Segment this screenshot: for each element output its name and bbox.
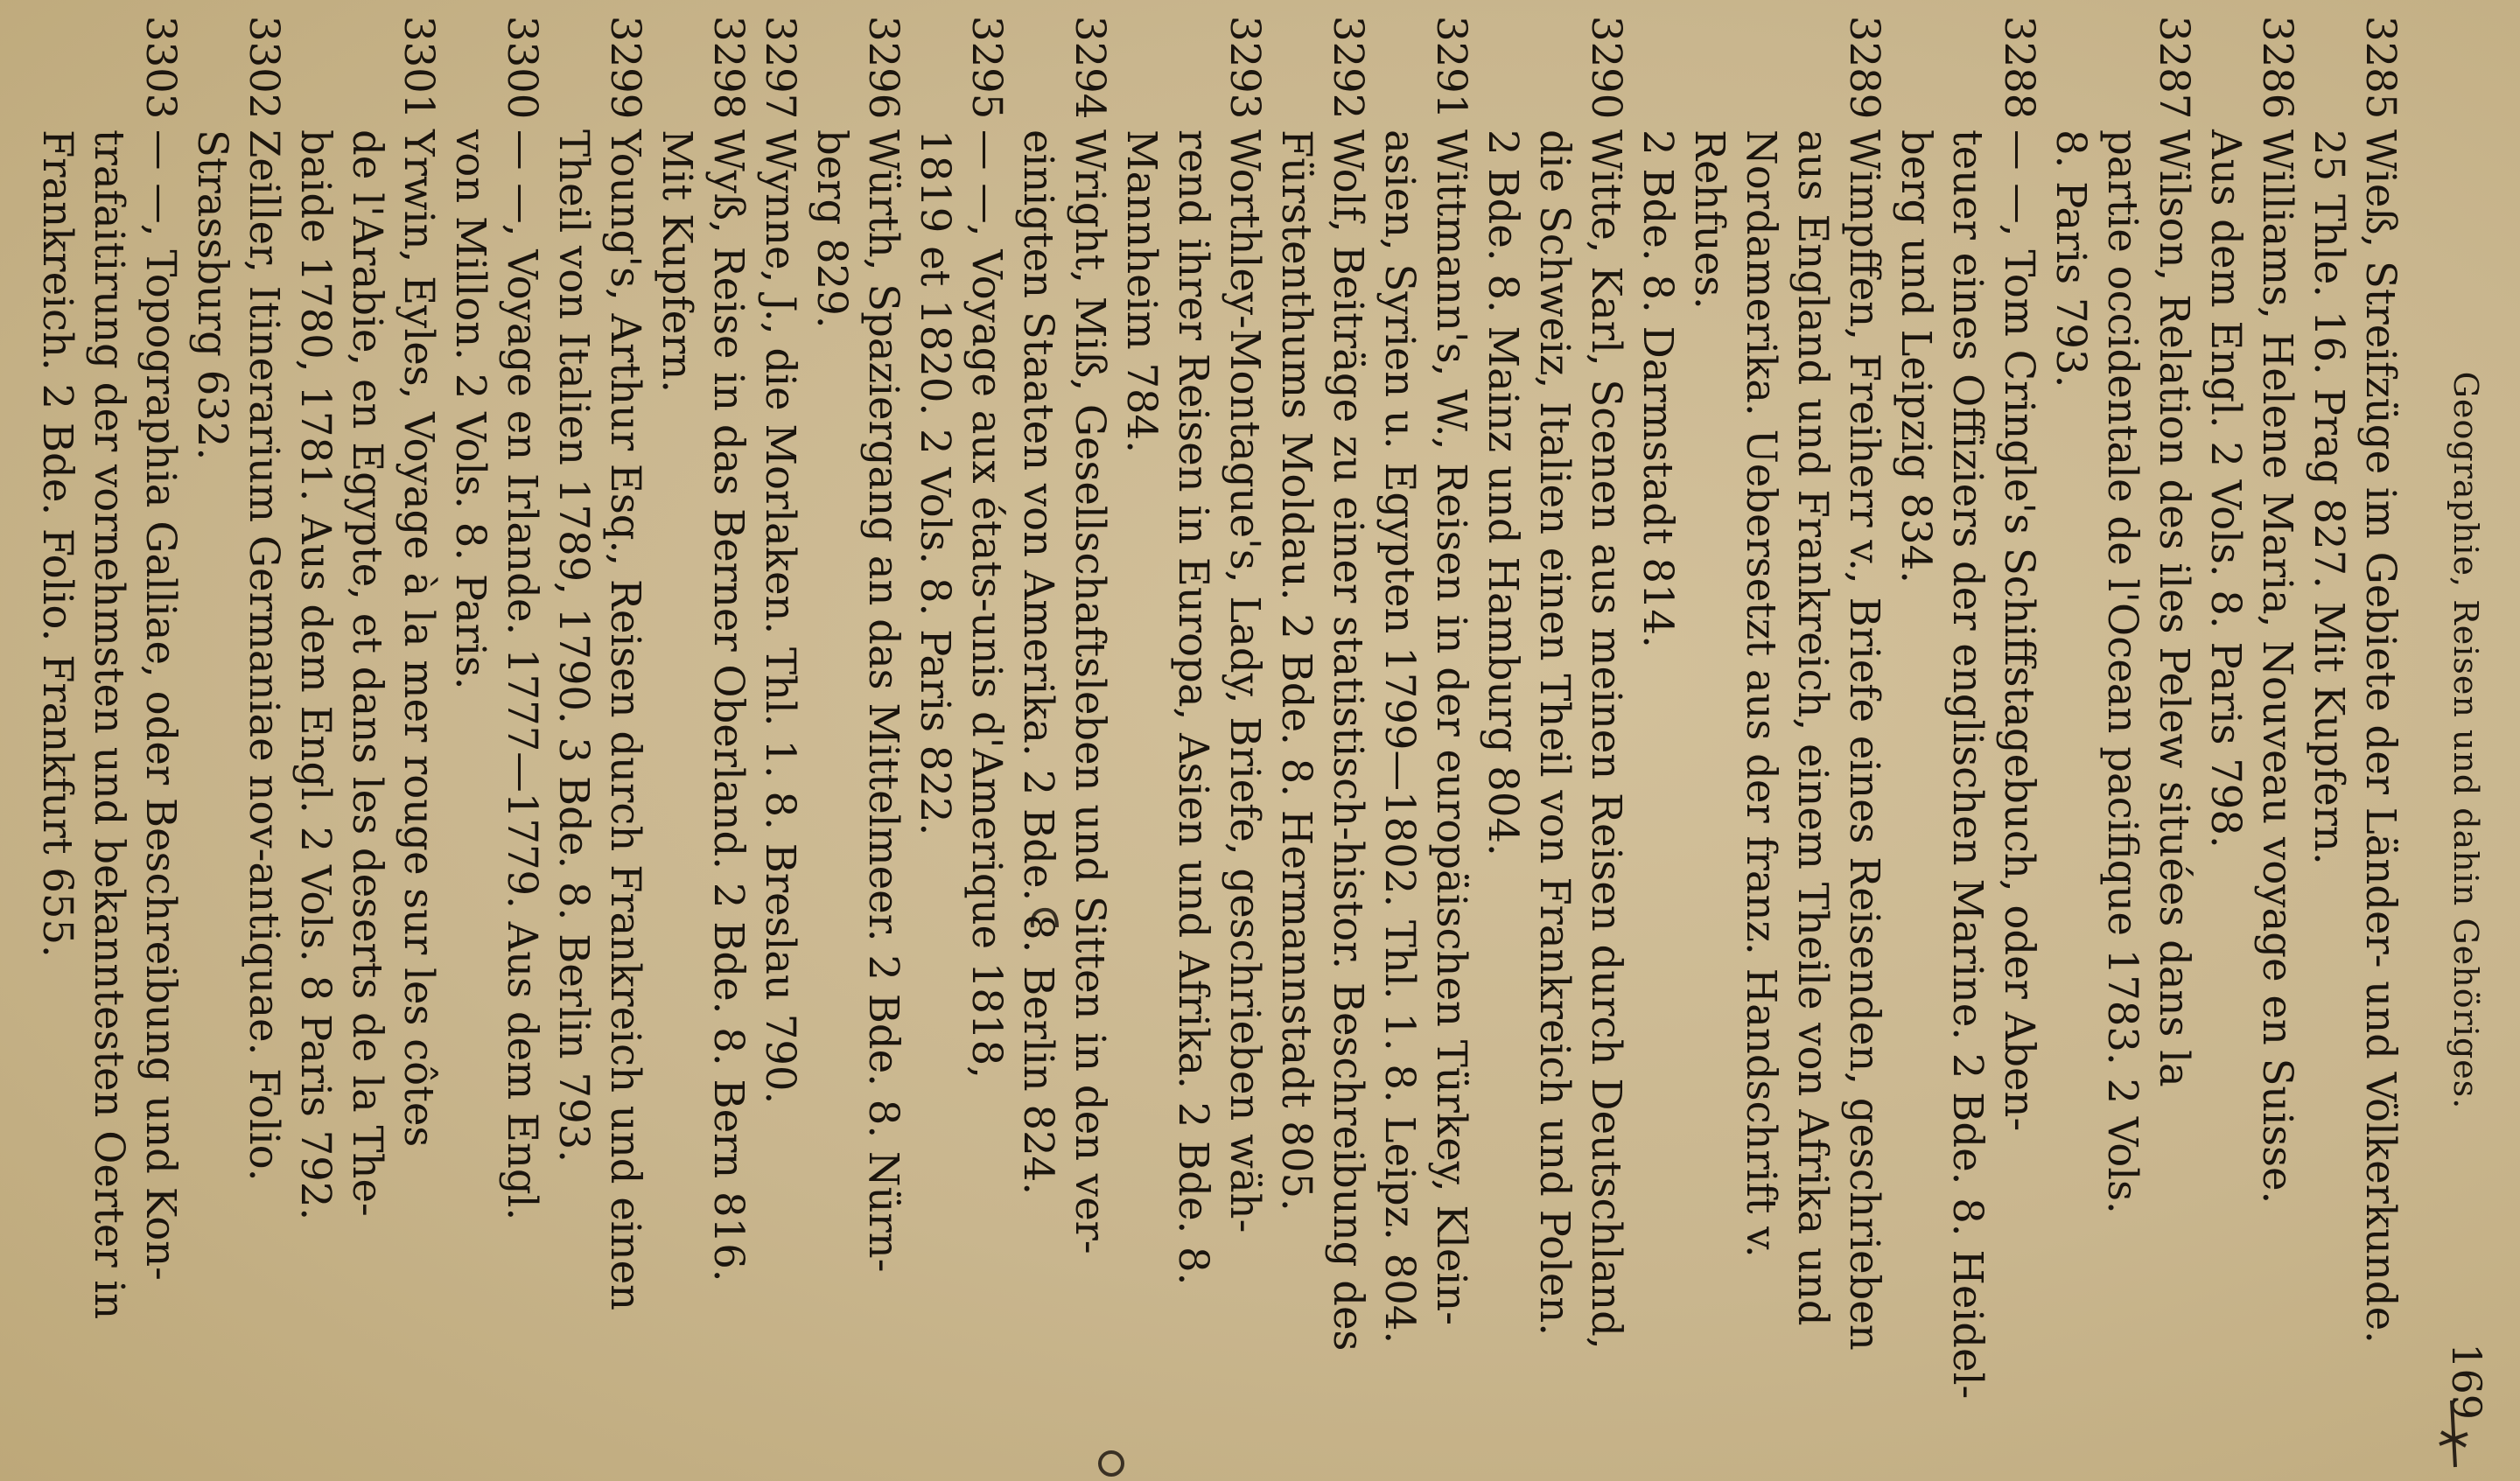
entry-line: Yrwin, Eyles, Voyage à la mer rouge sur les côtes xyxy=(396,129,443,1148)
catalog-entry xyxy=(1270,16,1374,1450)
pencil-cross-mark xyxy=(2436,1399,2471,1469)
catalog-entry xyxy=(1632,16,1890,1450)
entry-text xyxy=(1116,129,1270,1450)
entry-number: 3297 xyxy=(757,16,804,120)
entry-number: 3300 xyxy=(499,16,546,120)
entry-number: 3291 xyxy=(1428,16,1475,120)
entry-line: Witte, Karl, Scenen aus meinen Reisen durch Deutschland, xyxy=(1583,129,1630,1350)
entry-line: berg 829. xyxy=(808,129,856,329)
entry-line: baide 1780, 1781. Aus dem Engl. 2 Vols. 8 Paris 792. xyxy=(292,129,340,1221)
entry-line: Wilson, Relation des iles Pelew situées dans la xyxy=(2151,129,2198,1087)
page-title: Geographie, Reisen und dahin Gehöriges. xyxy=(2446,371,2485,1110)
entry-line: Wolf, Beiträge zu einer statistisch-histor. Beschreibung des xyxy=(1325,129,1372,1352)
entry-line: — —, Topographia Galliae, oder Beschreibung und Kon- xyxy=(137,129,185,1281)
entry-line: Fürstenthums Moldau. 2 Bde. 8. Hermannstadt 805. xyxy=(1273,129,1320,1212)
entry-text xyxy=(909,129,1012,1450)
entry-line: Wimpffen, Freiherr v., Briefe eines Reisenden, geschrieben xyxy=(1841,129,1888,1351)
entry-text xyxy=(1012,129,1116,1450)
entry-number: 3295 xyxy=(963,16,1011,120)
entry-number: 3290 xyxy=(1583,16,1630,120)
entry-text xyxy=(290,129,444,1450)
entry-line: Mannheim 784. xyxy=(1118,129,1166,453)
entry-line: Aus dem Engl. 2 Vols. 8. Paris 798. xyxy=(2202,129,2250,849)
entry-line: aus England und Frankreich, einem Theile von Afrika und xyxy=(1789,129,1837,1326)
catalog-entry xyxy=(186,16,290,1450)
entry-line: Strassburg 632. xyxy=(189,129,236,461)
catalog-entry xyxy=(2200,16,2303,1450)
entry-line: teuer eines Offiziers der englischen Marine. 2 Bde. 8. Heidel- xyxy=(1944,129,1992,1400)
entry-text xyxy=(2200,129,2303,1450)
entry-text xyxy=(548,129,651,1450)
entry-text xyxy=(1270,129,1374,1450)
entry-line: partie occidentale de l'Ocean pacifique 1783. 2 Vols. xyxy=(2099,129,2146,1214)
running-header xyxy=(2415,0,2490,1481)
entry-number: 3298 xyxy=(705,16,752,120)
catalog-entry xyxy=(806,16,909,1450)
entry-line: die Schweiz, Italien einen Theil von Frankreich und Polen. xyxy=(1531,129,1578,1337)
entry-number: 3303 xyxy=(137,16,185,120)
pencil-circle-mark xyxy=(1094,1446,1129,1481)
entry-line: Würth, Spaziergang an das Mittelmeer. 2 Bde. 8. Nürn- xyxy=(860,129,907,1273)
entry-line: Young's, Arthur Esq., Reisen durch Frankreich und einen xyxy=(602,129,649,1311)
catalog-entry xyxy=(548,16,651,1450)
entry-line: Wynne, J., die Morlaken. Thl. 1. 8. Breslau 790. xyxy=(757,129,804,1105)
entry-line: 2 Bde. 8. Mainz und Hamburg 804. xyxy=(1480,129,1527,856)
entry-line: — —, Tom Cringle's Schiffstagebuch, oder Aben- xyxy=(1996,129,2043,1132)
entry-line: — —, Voyage aux états-unis d'Amerique 1818, xyxy=(963,129,1011,1079)
catalog-entry xyxy=(754,16,806,1450)
page-number: 169 xyxy=(2443,1343,2490,1420)
entry-number: 3301 xyxy=(396,16,443,120)
entry-number: 3286 xyxy=(2254,16,2301,120)
catalog-entry xyxy=(1477,16,1632,1450)
entry-text xyxy=(2045,129,2200,1450)
entry-number: 3287 xyxy=(2151,16,2198,120)
entry-line: Frankreich. 2 Bde. Folio. Frankfurt 655. xyxy=(34,129,81,958)
entry-number: 3288 xyxy=(1996,16,2043,120)
entry-line: Nordamerika. Uebersetzt aus der franz. Handschrift v. Rehfues. xyxy=(1686,129,1785,1258)
entry-text xyxy=(651,129,754,1450)
entry-line: 2 Bde. 8. Darmstadt 814. xyxy=(1634,129,1682,648)
entry-line: Zeiller, Itinerarium Germaniae nov-antiquae. Folio. xyxy=(241,129,288,1182)
entry-text xyxy=(754,129,806,1450)
entry-line: berg und Leipzig 834. xyxy=(1893,129,1940,583)
catalog-entry xyxy=(290,16,444,1450)
entry-number: 3294 xyxy=(1067,16,1114,120)
catalog-entry xyxy=(2045,16,2200,1450)
entry-text xyxy=(32,129,186,1450)
catalog-entry xyxy=(444,16,548,1450)
entry-line: trafaitirung der vornehmsten und bekanntesten Oerter in xyxy=(86,129,133,1320)
entry-text xyxy=(1890,129,2045,1450)
catalog-entry xyxy=(909,16,1012,1450)
entry-line: 1819 et 1820. 2 Vols. 8. Paris 822. xyxy=(912,129,959,836)
entry-text xyxy=(444,129,548,1450)
catalog-entry xyxy=(2303,16,2406,1450)
catalog-entries xyxy=(32,16,2406,1450)
entry-text xyxy=(1374,129,1477,1450)
entry-line: Williams, Helene Maria, Nouveau voyage en Suisse. xyxy=(2254,129,2301,1205)
entry-line: einigten Staaten von Amerika. 2 Bde. 8. Berlin 824. xyxy=(1015,129,1062,1196)
entry-line: de l'Arabie, en Egypte, et dans les deserts de la The- xyxy=(344,129,391,1217)
entry-line: — —, Voyage en Irlande. 1777—1779. Aus dem Engl. xyxy=(499,129,546,1221)
entry-line: Theil von Italien 1789, 1790. 3 Bde. 8. Berlin 793. xyxy=(550,129,598,1163)
entry-line: Wright, Miß, Gesellschaftsleben und Sitten in den ver- xyxy=(1067,129,1114,1254)
entry-number: 3289 xyxy=(1841,16,1888,120)
entry-line: Wittmann's, W., Reisen in der europäischen Türkey, Klein- xyxy=(1428,129,1475,1325)
entry-line: Worthley-Montague's, Lady, Briefe, geschrieben wäh- xyxy=(1222,129,1269,1233)
catalog-entry xyxy=(1012,16,1116,1450)
entry-line: Wyß, Reise in das Berner Oberland. 2 Bde. 8. Bern 816. xyxy=(705,129,752,1282)
entry-text xyxy=(1632,129,1890,1450)
entry-line: rend ihrer Reisen in Europa, Asien und Afrika. 2 Bde. 8. xyxy=(1170,129,1217,1286)
entry-line: 25 Thle. 16. Prag 827. Mit Kupfern. xyxy=(2306,129,2353,865)
entry-text xyxy=(186,129,290,1450)
entry-line: 8. Paris 793. xyxy=(2048,129,2095,388)
entry-number: 3292 xyxy=(1325,16,1372,120)
entry-number: 3302 xyxy=(241,16,288,120)
catalog-entry xyxy=(1374,16,1477,1450)
entry-text xyxy=(2303,129,2406,1450)
entry-line: von Millon. 2 Vols. 8. Paris. xyxy=(447,129,494,690)
entry-number: 3299 xyxy=(602,16,649,120)
entry-line: asien, Syrien u. Egypten 1799—1802. Thl. 1. 8. Leipz. 804. xyxy=(1376,129,1424,1345)
catalog-entry xyxy=(1890,16,2045,1450)
entry-text xyxy=(806,129,909,1450)
entry-number: 3285 xyxy=(2357,16,2404,120)
entry-number: 3296 xyxy=(860,16,907,120)
entry-line: Mit Kupfern. xyxy=(654,129,701,394)
catalog-entry xyxy=(32,16,186,1450)
catalog-entry xyxy=(1116,16,1270,1450)
entry-text xyxy=(1477,129,1632,1450)
entry-number: 3293 xyxy=(1222,16,1269,120)
entry-line: Wieß, Streifzüge im Gebiete der Länder- und Völkerkunde. xyxy=(2357,129,2404,1344)
catalog-entry xyxy=(651,16,754,1450)
